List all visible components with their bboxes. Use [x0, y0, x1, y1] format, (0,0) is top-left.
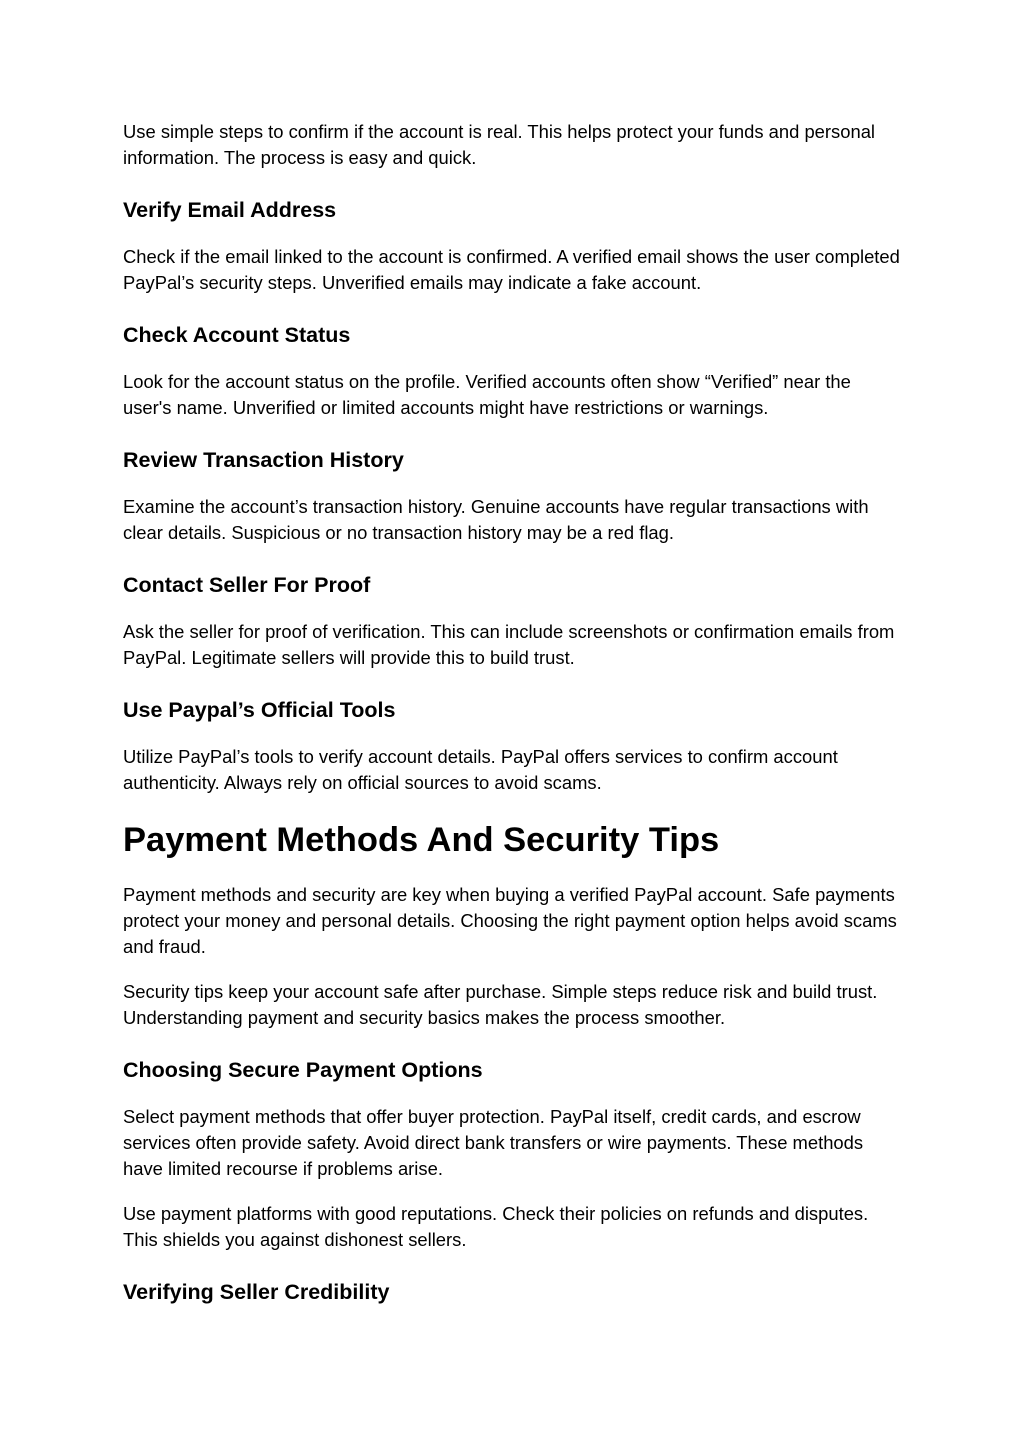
- paragraph-payment-methods-key: Payment methods and security are key when buying a verified PayPal account. Safe payments protect your money and personal details. Choosing the right payment option helps avoid scams and fraud.: [123, 884, 897, 957]
- heading-verify-email-address: Verify Email Address: [123, 198, 337, 222]
- paragraph-use-payment-platforms: Use payment platforms with good reputations. Check their policies on refunds and disputes. This shields you against dishonest sellers.: [123, 1203, 869, 1250]
- paragraph-check-account-status: Look for the account status on the profile. Verified accounts often show “Verified” near the user's name. Unverified or limited accounts might have restrictions or warnings.: [123, 371, 851, 418]
- paragraph-intro-confirm-real: Use simple steps to confirm if the account is real. This helps protect your funds and personal information. The process is easy and quick.: [123, 121, 876, 168]
- heading-choosing-secure-payment-options: Choosing Secure Payment Options: [123, 1058, 483, 1082]
- heading-contact-seller-for-proof: Contact Seller For Proof: [123, 573, 371, 597]
- paragraph-verify-email: Check if the email linked to the account is confirmed. A verified email shows the user completed PayPal’s security steps. Unverified emails may indicate a fake account.: [123, 246, 900, 293]
- heading-check-account-status: Check Account Status: [123, 323, 351, 347]
- paragraph-security-tips-keep-safe: Security tips keep your account safe after purchase. Simple steps reduce risk and build trust. Understanding payment and security basics makes the process smoother.: [123, 981, 878, 1028]
- paragraph-contact-seller-for-proof: Ask the seller for proof of verification. This can include screenshots or confirmation emails from PayPal. Legitimate sellers will provide this to build trust.: [123, 621, 895, 668]
- heading-use-paypals-official-tools: Use Paypal’s Official Tools: [123, 698, 396, 722]
- paragraph-use-paypals-official-tools: Utilize PayPal’s tools to verify account details. PayPal offers services to confirm account authenticity. Always rely on official sources to avoid scams.: [123, 746, 838, 793]
- heading-payment-methods-and-security-tips: Payment Methods And Security Tips: [123, 821, 720, 859]
- heading-review-transaction-history: Review Transaction History: [123, 448, 404, 472]
- paragraph-review-transaction-history: Examine the account’s transaction history. Genuine accounts have regular transactions with clear details. Suspicious or no transaction history may be a red flag.: [123, 496, 869, 543]
- paragraph-select-payment-methods: Select payment methods that offer buyer protection. PayPal itself, credit cards, and escrow services often provide safety. Avoid direct bank transfers or wire payments. These methods have limited recourse if problems arise.: [123, 1106, 864, 1179]
- heading-verifying-seller-credibility: Verifying Seller Credibility: [123, 1280, 390, 1304]
